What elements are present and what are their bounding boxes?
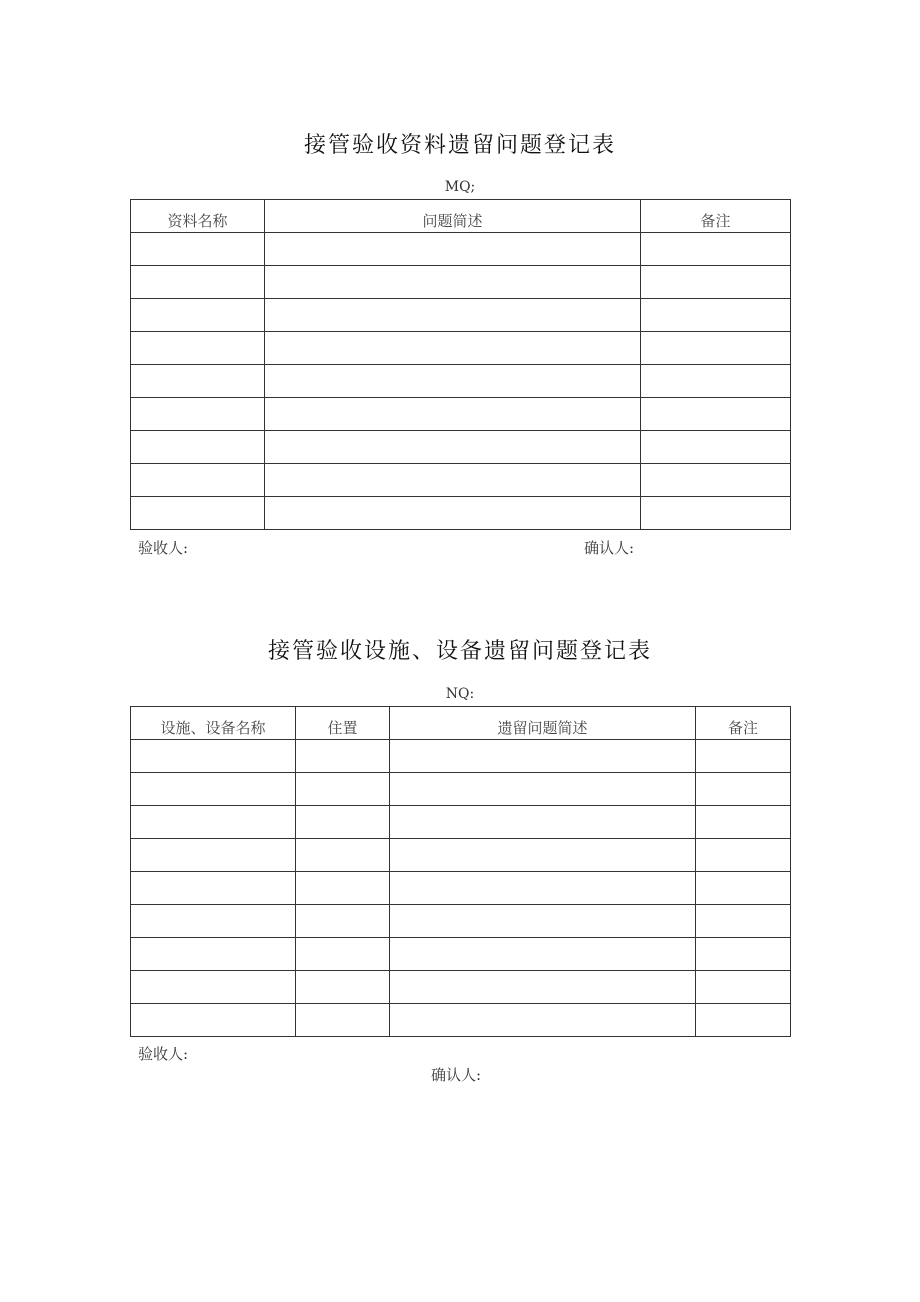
doc2-table-cell[interactable] — [390, 938, 696, 971]
doc2-table-cell[interactable] — [131, 773, 296, 806]
doc2-table-cell[interactable] — [296, 872, 390, 905]
doc1-table-row — [131, 497, 791, 530]
doc1-inspector-label: 验收人: — [138, 539, 189, 557]
doc2-title: 接管验收设施、设备遗留问题登记表 — [267, 639, 652, 664]
doc2-table-cell[interactable] — [390, 773, 696, 806]
doc2-header-remarks: 备注 — [696, 707, 791, 740]
doc2-table-cell[interactable] — [390, 872, 696, 905]
doc1-table-cell[interactable] — [131, 332, 265, 365]
doc1-table-cell[interactable] — [131, 266, 265, 299]
doc1-table-cell[interactable] — [131, 431, 265, 464]
doc1-header-description: 问题简述 — [265, 200, 641, 233]
doc1-table-cell[interactable] — [641, 497, 791, 530]
doc1-table-cell[interactable] — [265, 398, 641, 431]
doc1-table-body — [131, 233, 791, 530]
doc2-table-cell[interactable] — [696, 740, 791, 773]
doc1-table-row — [131, 299, 791, 332]
doc1-table-cell[interactable] — [641, 398, 791, 431]
doc2-table-row — [131, 839, 791, 872]
doc2-number-label: NQ: — [445, 686, 475, 702]
doc1-table-cell[interactable] — [131, 365, 265, 398]
doc1-table-cell[interactable] — [641, 266, 791, 299]
doc2-header-location: 住置 — [296, 707, 390, 740]
doc2-table-cell[interactable] — [696, 839, 791, 872]
doc1-table-cell[interactable] — [265, 497, 641, 530]
doc2-table — [130, 706, 791, 1037]
doc2-table-cell[interactable] — [131, 872, 296, 905]
doc1-table-cell[interactable] — [265, 431, 641, 464]
doc2-table-cell[interactable] — [390, 905, 696, 938]
doc1-table-row — [131, 431, 791, 464]
doc1-table-cell[interactable] — [131, 464, 265, 497]
doc1-table-row — [131, 365, 791, 398]
doc1-table-row — [131, 332, 791, 365]
doc1-table-cell[interactable] — [265, 464, 641, 497]
doc1-header-name: 资料名称 — [131, 200, 265, 233]
doc2-table-cell[interactable] — [131, 905, 296, 938]
doc1-table-cell[interactable] — [131, 398, 265, 431]
doc1-header-remarks: 备注 — [641, 200, 791, 233]
doc2-header-row — [131, 707, 791, 740]
doc2-table-cell[interactable] — [390, 839, 696, 872]
doc2-table-row — [131, 740, 791, 773]
doc2-table-cell[interactable] — [296, 938, 390, 971]
doc2-table-cell[interactable] — [696, 971, 791, 1004]
doc1-table-cell[interactable] — [641, 332, 791, 365]
doc1-table-row — [131, 464, 791, 497]
doc2-table-cell[interactable] — [131, 1004, 296, 1037]
doc2-table-cell[interactable] — [696, 938, 791, 971]
doc1-table-cell[interactable] — [131, 233, 265, 266]
doc1-header-row — [131, 200, 791, 233]
doc2-table-cell[interactable] — [696, 1004, 791, 1037]
doc2-table-row — [131, 1004, 791, 1037]
doc2-table-cell[interactable] — [131, 806, 296, 839]
doc1-table-cell[interactable] — [131, 299, 265, 332]
doc1-table — [130, 199, 791, 530]
doc2-table-row — [131, 806, 791, 839]
doc1-table-row — [131, 398, 791, 431]
doc2-table-cell[interactable] — [296, 971, 390, 1004]
doc2-table-row — [131, 971, 791, 1004]
doc2-table-cell[interactable] — [696, 806, 791, 839]
doc1-table-cell[interactable] — [641, 233, 791, 266]
doc2-header-description: 遗留问题简述 — [390, 707, 696, 740]
doc2-table-cell[interactable] — [131, 971, 296, 1004]
doc2-table-cell[interactable] — [390, 971, 696, 1004]
doc1-table-cell[interactable] — [641, 299, 791, 332]
doc1-confirmer-label: 确认人: — [584, 539, 635, 557]
doc2-table-cell[interactable] — [296, 839, 390, 872]
doc2-table-cell[interactable] — [296, 740, 390, 773]
doc1-table-row — [131, 233, 791, 266]
doc2-table-row — [131, 872, 791, 905]
doc1-title: 接管验收资料遗留问题登记表 — [303, 133, 616, 158]
doc2-table-cell[interactable] — [296, 1004, 390, 1037]
doc1-table-cell[interactable] — [265, 233, 641, 266]
doc2-table-row — [131, 938, 791, 971]
doc2-table-cell[interactable] — [390, 1004, 696, 1037]
doc2-table-cell[interactable] — [296, 905, 390, 938]
doc1-table-cell[interactable] — [641, 431, 791, 464]
doc2-table-cell[interactable] — [131, 839, 296, 872]
doc2-table-row — [131, 773, 791, 806]
doc2-table-cell[interactable] — [390, 740, 696, 773]
doc2-table-cell[interactable] — [696, 872, 791, 905]
doc1-table-cell[interactable] — [641, 365, 791, 398]
doc1-table-cell[interactable] — [265, 332, 641, 365]
doc2-table-cell[interactable] — [696, 905, 791, 938]
doc2-inspector-label: 验收人: — [138, 1045, 189, 1063]
doc2-table-cell[interactable] — [696, 773, 791, 806]
doc2-table-cell[interactable] — [131, 740, 296, 773]
doc2-table-row — [131, 905, 791, 938]
doc1-table-cell[interactable] — [641, 464, 791, 497]
doc2-table-cell[interactable] — [296, 773, 390, 806]
doc1-table-cell[interactable] — [265, 365, 641, 398]
doc1-table-cell[interactable] — [265, 299, 641, 332]
doc1-table-cell[interactable] — [265, 266, 641, 299]
doc2-header-name: 设施、设备名称 — [131, 707, 296, 740]
doc2-table-body — [131, 740, 791, 1037]
doc2-confirmer-label: 确认人: — [431, 1066, 482, 1084]
doc2-table-cell[interactable] — [296, 806, 390, 839]
doc2-table-cell[interactable] — [131, 938, 296, 971]
doc1-table-row — [131, 266, 791, 299]
doc1-number-label: MQ; — [444, 179, 476, 195]
doc2-table-cell[interactable] — [390, 806, 696, 839]
doc1-table-cell[interactable] — [131, 497, 265, 530]
